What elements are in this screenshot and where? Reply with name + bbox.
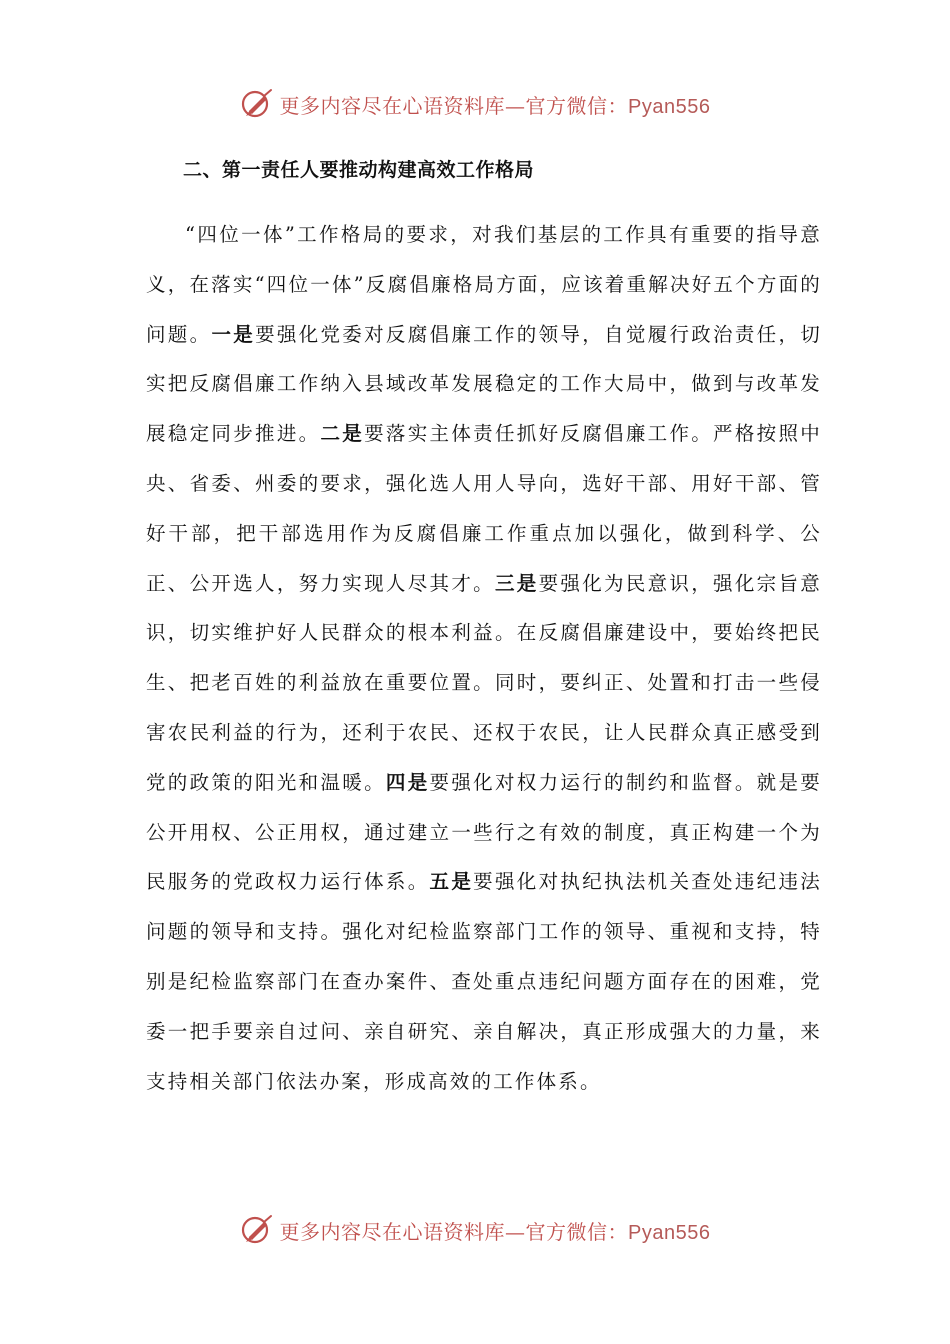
body-paragraph bbox=[146, 210, 822, 1106]
emphasis-marker: 三是 bbox=[494, 571, 539, 595]
watermark-footer bbox=[0, 1210, 950, 1250]
emphasis-marker: 五是 bbox=[429, 870, 474, 894]
paragraph-run: 要强化党委对反腐倡廉工作的领导，自觉履行政治责任，切实把反腐倡廉工作纳入县域改革发展稳定的工作大局中，做到与改革发展稳定同步推进。 bbox=[146, 322, 822, 446]
watermark-text: 更多内容尽在心语资料库—官方微信：Pyan556 bbox=[279, 93, 711, 118]
watermark-header bbox=[0, 84, 950, 124]
watermark-text: 更多内容尽在心语资料库—官方微信：Pyan556 bbox=[279, 1219, 711, 1244]
emphasis-marker: 二是 bbox=[320, 422, 365, 446]
paragraph-run: 要强化为民意识，强化宗旨意识，切实维护好人民群众的根本利益。在反腐倡廉建设中，要始终把民生、把老百姓的利益放在重要位置。同时，要纠正、处置和打击一些侵害农民利益的行为，还利于农民、还权于农民，让人民群众真正感受到党的政策的阳光和温暖。 bbox=[146, 571, 822, 794]
pen-logo-icon bbox=[240, 87, 274, 121]
paragraph-run: 要强化对权力运行的制约和监督。就是要公开用权、公正用权，通过建立一些行之有效的制度，真正构建一个为民服务的党政权力运行体系。 bbox=[146, 770, 822, 894]
paragraph-run: “四位一体”工作格局的要求，对我们基层的工作具有重要的指导意义，在落实“四位一体”反腐倡廉格局方面，应该着重解决好五个方面的问题。 bbox=[146, 223, 822, 346]
paragraph-run: 要落实主体责任抓好反腐倡廉工作。严格按照中央、省委、州委的要求，强化选人用人导向，选好干部、用好干部、管好干部，把干部选用作为反腐倡廉工作重点加以强化，做到科学、公正、公开选人，努力实现人尽其才。 bbox=[146, 422, 822, 595]
emphasis-marker: 四是 bbox=[385, 770, 430, 794]
paragraph-run: 要强化对执纪执法机关查处违纪违法问题的领导和支持。强化对纪检监察部门工作的领导、重视和支持，特别是纪检监察部门在查办案件、查处重点违纪问题方面存在的困难，党委一把手要亲自过问、亲自研究、亲自解决，真正形成强大的力量，来支持相关部门依法办案，形成高效的工作体系。 bbox=[146, 870, 822, 1093]
emphasis-marker: 一是 bbox=[211, 322, 256, 346]
section-heading: 二、第一责任人要推动构建高效工作格局 bbox=[183, 159, 535, 181]
pen-logo-icon bbox=[240, 1213, 274, 1247]
